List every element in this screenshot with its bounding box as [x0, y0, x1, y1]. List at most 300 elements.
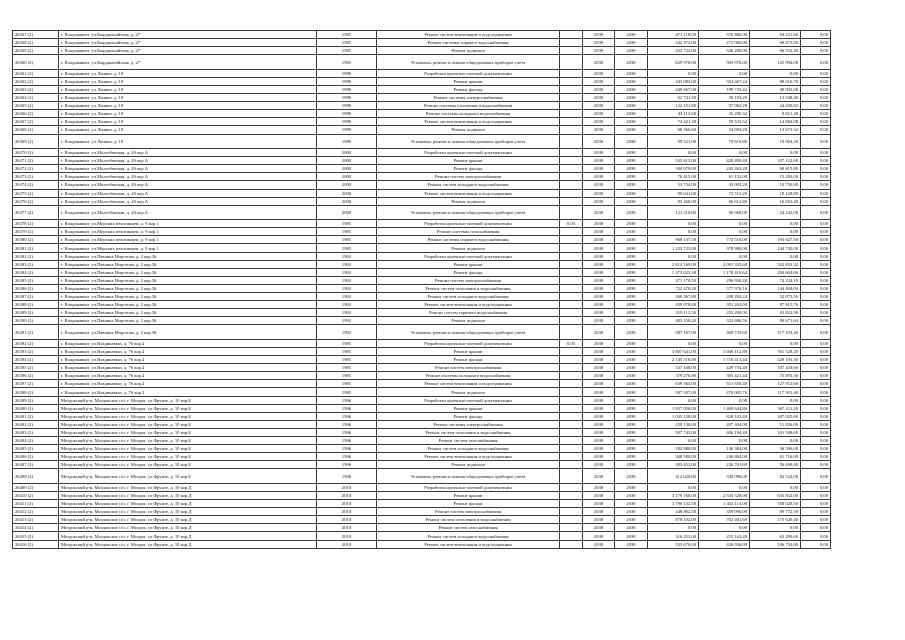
work-type-cell: Установка, ремонт и замена общедомовых приборов учета: [377, 205, 560, 220]
total-cost-cell: 371 170,50: [648, 276, 699, 284]
work-type-cell: Разработка проектно-сметной документации: [377, 252, 560, 260]
table-row: [13, 252, 831, 260]
address-cell: г. Владикавказ, ул.Морских пехотинцев, д. 9 кор.1: [59, 244, 317, 252]
address-cell: Моздокский р-н, Моздокское с/п, г. Моздок, ул.Фрунзе, д. 10 кор.Д: [59, 508, 317, 516]
row-id-cell: 26359 (2): [13, 47, 59, 55]
end-year-cell: 2038: [615, 412, 648, 420]
year-cell: 1985: [317, 47, 377, 55]
table-row: [13, 284, 831, 292]
fund-cost-cell: 322 686,56: [699, 317, 750, 325]
fund-cost-cell: 428 490,40: [699, 157, 750, 165]
start-year-cell: 2038: [583, 540, 615, 548]
owner-cost-cell: 0,00: [750, 483, 801, 491]
other-cost-cell: 0,00: [801, 372, 831, 380]
address-cell: Моздокский р-н, Моздокское с/п, г. Моздок, ул.Фрунзе, д. 10 кор.Д: [59, 492, 317, 500]
address-cell: г. Владикавказ, ул.Владикавказ, д. 76 кор.2: [59, 356, 317, 364]
start-year-cell: 2038: [583, 197, 615, 205]
start-year-cell: 2038: [583, 134, 615, 149]
row-id-cell: 26372 (2): [13, 165, 59, 173]
work-type-cell: Ремонт систем отопления и водоснабжения: [377, 428, 560, 436]
other-cost-cell: 0,00: [801, 149, 831, 157]
extra-cell: 0,05: [560, 339, 583, 347]
end-year-cell: 2038: [615, 293, 648, 301]
table-row: [13, 372, 831, 380]
row-id-cell: 26415 (2): [13, 532, 59, 540]
total-cost-cell: 537 168,00: [648, 364, 699, 372]
start-year-cell: 2038: [583, 301, 615, 309]
address-cell: г. Владикавказ, ул.Павлика Морозова, д. 2 кор.36: [59, 325, 317, 340]
address-cell: г. Владикавказ, ул.Павлика Морозова, д. 2 кор.36: [59, 317, 317, 325]
end-year-cell: 2038: [615, 181, 648, 189]
total-cost-cell: 0,00: [648, 483, 699, 491]
address-cell: г. Владикавказ, ул.Владикавказ, д. 76 кор.2: [59, 364, 317, 372]
end-year-cell: 2038: [615, 236, 648, 244]
end-year-cell: 2038: [615, 197, 648, 205]
work-type-cell: Ремонт системы электроснабжения: [377, 420, 560, 428]
address-cell: г. Владикавказ, ул.Ленина, д. 18: [59, 77, 317, 85]
start-year-cell: 2038: [583, 189, 615, 197]
other-cost-cell: 0,00: [801, 94, 831, 102]
work-type-cell: Ремонт системы горячего водоснабжения: [377, 236, 560, 244]
owner-cost-cell: 24 242,00: [750, 205, 801, 220]
owner-cost-cell: 24 430,82: [750, 102, 801, 110]
table-row: [13, 165, 831, 173]
table-row: [13, 317, 831, 325]
address-cell: г. Владикавказ, ул.Павлика Морозова, д. 2 кор.36: [59, 293, 317, 301]
total-cost-cell: 379 276,80: [648, 372, 699, 380]
year-cell: 1992: [317, 301, 377, 309]
extra-cell: [560, 181, 583, 189]
work-type-cell: Ремонт подвалов: [377, 47, 560, 55]
owner-cost-cell: 75 855,36: [750, 372, 801, 380]
work-type-cell: Разработка проектно-сметной документации: [377, 69, 560, 77]
work-type-cell: Ремонт систем электроснабжения: [377, 364, 560, 372]
total-cost-cell: 304 079,00: [648, 165, 699, 173]
work-type-cell: Ремонт систем электроснабжения: [377, 276, 560, 284]
total-cost-cell: 68 366,60: [648, 126, 699, 134]
row-id-cell: 26402 (2): [13, 420, 59, 428]
fund-cost-cell: 376 886,00: [699, 31, 750, 39]
year-cell: 1996: [317, 445, 377, 453]
address-cell: г. Владикавказ, ул.Владикавказ, д. 76 кор.2: [59, 339, 317, 347]
year-cell: 2010: [317, 483, 377, 491]
other-cost-cell: 0,00: [801, 31, 831, 39]
fund-cost-cell: 429 734,40: [699, 364, 750, 372]
other-cost-cell: 0,00: [801, 205, 831, 220]
address-cell: г. Владикавказ, ул.Малгобекская, д. 26 кор.А: [59, 165, 317, 173]
owner-cost-cell: 127 912,60: [750, 380, 801, 388]
start-year-cell: 2038: [583, 220, 615, 228]
end-year-cell: 2038: [615, 31, 648, 39]
start-year-cell: 2038: [583, 77, 615, 85]
other-cost-cell: 0,00: [801, 453, 831, 461]
other-cost-cell: 0,00: [801, 181, 831, 189]
other-cost-cell: 0,00: [801, 540, 831, 548]
fund-cost-cell: 0,00: [699, 149, 750, 157]
work-type-cell: Ремонт фасада: [377, 85, 560, 93]
owner-cost-cell: 60 815,80: [750, 165, 801, 173]
table-row: [13, 445, 831, 453]
extra-cell: [560, 516, 583, 524]
extra-cell: [560, 500, 583, 508]
table-row: [13, 94, 831, 102]
year-cell: 2000: [317, 173, 377, 181]
row-id-cell: 26382 (2): [13, 252, 59, 260]
extra-cell: [560, 492, 583, 500]
extra-cell: [560, 532, 583, 540]
owner-cost-cell: 94 221,60: [750, 31, 801, 39]
extra-cell: [560, 77, 583, 85]
work-type-cell: Ремонт систем холодного водоснабжения: [377, 532, 560, 540]
year-cell: 1996: [317, 404, 377, 412]
other-cost-cell: 0,00: [801, 165, 831, 173]
owner-cost-cell: 63 290,60: [750, 532, 801, 540]
fund-cost-cell: 1 469 644,80: [699, 404, 750, 412]
year-cell: 2010: [317, 524, 377, 532]
other-cost-cell: 0,00: [801, 420, 831, 428]
extra-cell: [560, 47, 583, 55]
row-id-cell: 26408 (2): [13, 469, 59, 484]
row-id-cell: 26384 (2): [13, 268, 59, 276]
year-cell: 1989: [317, 102, 377, 110]
year-cell: 1989: [317, 69, 377, 77]
table-row: [13, 102, 831, 110]
other-cost-cell: 0,00: [801, 220, 831, 228]
total-cost-cell: 259 130,00: [648, 420, 699, 428]
owner-cost-cell: 61 716,00: [750, 453, 801, 461]
start-year-cell: 2038: [583, 356, 615, 364]
extra-cell: [560, 293, 583, 301]
fund-cost-cell: 54 693,28: [699, 126, 750, 134]
other-cost-cell: 0,00: [801, 228, 831, 236]
start-year-cell: 2038: [583, 39, 615, 47]
fund-cost-cell: 303 421,44: [699, 372, 750, 380]
table-row: [13, 404, 831, 412]
table-row: [13, 453, 831, 461]
year-cell: 1989: [317, 126, 377, 134]
row-id-cell: 26362 (2): [13, 77, 59, 85]
start-year-cell: 2038: [583, 94, 615, 102]
year-cell: 2010: [317, 500, 377, 508]
fund-cost-cell: 470 005,76: [699, 388, 750, 396]
address-cell: Моздокский р-н, Моздокское с/п, г. Моздок, ул.Фрунзе, д. 10 кор.Д: [59, 524, 317, 532]
table-row: [13, 339, 831, 347]
work-type-cell: Ремонт систем газоснабжения: [377, 524, 560, 532]
row-id-cell: 26405 (2): [13, 445, 59, 453]
total-cost-cell: 74 421,30: [648, 118, 699, 126]
work-type-cell: Ремонт подвалов: [377, 197, 560, 205]
total-cost-cell: 342 372,00: [648, 39, 699, 47]
row-id-cell: 26416 (2): [13, 540, 59, 548]
start-year-cell: 2038: [583, 339, 615, 347]
fund-cost-cell: 702 481,60: [699, 516, 750, 524]
address-cell: г. Владикавказ, ул.Павлика Морозова, д. 2 кор.36: [59, 301, 317, 309]
fund-cost-cell: 72 515,20: [699, 189, 750, 197]
year-cell: 1989: [317, 118, 377, 126]
end-year-cell: 2038: [615, 55, 648, 70]
row-id-cell: 26388 (2): [13, 301, 59, 309]
other-cost-cell: 0,00: [801, 102, 831, 110]
end-year-cell: 2038: [615, 483, 648, 491]
table-row: [13, 69, 831, 77]
other-cost-cell: 0,00: [801, 437, 831, 445]
row-id-cell: 26371 (2): [13, 157, 59, 165]
fund-cost-cell: 66 612,80: [699, 197, 750, 205]
end-year-cell: 2038: [615, 77, 648, 85]
table-row: [13, 244, 831, 252]
end-year-cell: 2038: [615, 173, 648, 181]
other-cost-cell: 0,00: [801, 412, 831, 420]
fund-cost-cell: 0,00: [699, 396, 750, 404]
year-cell: 1985: [317, 372, 377, 380]
table-row: [13, 420, 831, 428]
start-year-cell: 2038: [583, 31, 615, 39]
row-id-cell: 26409 (2): [13, 483, 59, 491]
year-cell: 1985: [317, 364, 377, 372]
owner-cost-cell: 125 994,00: [750, 55, 801, 70]
start-year-cell: 2038: [583, 252, 615, 260]
address-cell: Моздокский р-н, Моздокское с/п, г. Моздок, ул.Фрунзе, д. 10 кор.Д: [59, 483, 317, 491]
start-year-cell: 2038: [583, 85, 615, 93]
table-row: [13, 236, 831, 244]
start-year-cell: 2038: [583, 317, 615, 325]
row-id-cell: 26358 (2): [13, 39, 59, 47]
owner-cost-cell: 0,00: [750, 396, 801, 404]
owner-cost-cell: 82 524,00: [750, 469, 801, 484]
year-cell: 2010: [317, 532, 377, 540]
other-cost-cell: 0,00: [801, 339, 831, 347]
total-cost-cell: 507 743,00: [648, 428, 699, 436]
start-year-cell: 2038: [583, 445, 615, 453]
total-cost-cell: 0,00: [648, 339, 699, 347]
start-year-cell: 2038: [583, 516, 615, 524]
fund-cost-cell: 61 132,00: [699, 173, 750, 181]
year-cell: 2000: [317, 205, 377, 220]
extra-cell: [560, 508, 583, 516]
table-row: [13, 437, 831, 445]
owner-cost-cell: 10 750,80: [750, 181, 801, 189]
work-type-cell: Ремонт фасада: [377, 165, 560, 173]
fund-cost-cell: 406 194,40: [699, 428, 750, 436]
row-id-cell: 26378 (2): [13, 220, 59, 228]
other-cost-cell: 0,00: [801, 428, 831, 436]
table-row: [13, 110, 831, 118]
owner-cost-cell: 107 122,60: [750, 157, 801, 165]
end-year-cell: 2038: [615, 260, 648, 268]
owner-cost-cell: 429 103,36: [750, 356, 801, 364]
owner-cost-cell: 0,00: [750, 228, 801, 236]
year-cell: 1985: [317, 55, 377, 70]
end-year-cell: 2038: [615, 268, 648, 276]
table-row: [13, 461, 831, 469]
other-cost-cell: 0,00: [801, 85, 831, 93]
address-cell: Моздокский р-н, Моздокское с/п, г. Моздок, ул.Фрунзе, д. 10 кор.Б: [59, 396, 317, 404]
other-cost-cell: 0,00: [801, 118, 831, 126]
other-cost-cell: 0,00: [801, 236, 831, 244]
start-year-cell: 2038: [583, 532, 615, 540]
owner-cost-cell: 107 433,60: [750, 364, 801, 372]
start-year-cell: 2038: [583, 165, 615, 173]
total-cost-cell: 3 179 160,00: [648, 492, 699, 500]
row-id-cell: 26398 (2): [13, 388, 59, 396]
year-cell: 1992: [317, 268, 377, 276]
table-row: [13, 348, 831, 356]
work-type-cell: Установка, ремонт и замена общедомовых приборов учета: [377, 325, 560, 340]
end-year-cell: 2038: [615, 157, 648, 165]
row-id-cell: 26404 (2): [13, 437, 59, 445]
total-cost-cell: 53 734,00: [648, 181, 699, 189]
row-id-cell: 26411 (2): [13, 500, 59, 508]
work-type-cell: Ремонт фасада: [377, 356, 560, 364]
owner-cost-cell: 56 690,40: [750, 461, 801, 469]
other-cost-cell: 0,00: [801, 110, 831, 118]
start-year-cell: 2038: [583, 325, 615, 340]
fund-cost-cell: 978 980,00: [699, 244, 750, 252]
year-cell: 1992: [317, 252, 377, 260]
row-id-cell: 26366 (2): [13, 110, 59, 118]
total-cost-cell: 448 862,50: [648, 508, 699, 516]
fund-cost-cell: 359 090,00: [699, 508, 750, 516]
fund-cost-cell: 351 263,04: [699, 301, 750, 309]
extra-cell: [560, 540, 583, 548]
address-cell: г. Владикавказ, ул.Владикавказ, д. 76 кор.2: [59, 348, 317, 356]
fund-cost-cell: 2 091 335,68: [699, 260, 750, 268]
owner-cost-cell: 8 821,28: [750, 110, 801, 118]
extra-cell: [560, 469, 583, 484]
start-year-cell: 2038: [583, 396, 615, 404]
fund-cost-cell: 199 733,42: [699, 85, 750, 93]
owner-cost-cell: 117 501,40: [750, 388, 801, 396]
end-year-cell: 2038: [615, 189, 648, 197]
table-row: [13, 173, 831, 181]
start-year-cell: 2038: [583, 420, 615, 428]
owner-cost-cell: 52 073,56: [750, 293, 801, 301]
year-cell: 1992: [317, 293, 377, 301]
total-cost-cell: 308 580,00: [648, 453, 699, 461]
year-cell: 2000: [317, 157, 377, 165]
total-cost-cell: 182 980,00: [648, 445, 699, 453]
start-year-cell: 2038: [583, 412, 615, 420]
end-year-cell: 2038: [615, 516, 648, 524]
extra-cell: [560, 252, 583, 260]
table-row: [13, 228, 831, 236]
row-id-cell: 26395 (2): [13, 364, 59, 372]
work-type-cell: Ремонт подвалов: [377, 388, 560, 396]
work-type-cell: Ремонт систем вентиляции и подсоединения: [377, 301, 560, 309]
start-year-cell: 2038: [583, 293, 615, 301]
table-row: [13, 356, 831, 364]
other-cost-cell: 0,00: [801, 364, 831, 372]
work-type-cell: Ремонт систем отопления и водоснабжения: [377, 284, 560, 292]
fund-cost-cell: 469 733,60: [699, 325, 750, 340]
end-year-cell: 2038: [615, 532, 648, 540]
extra-cell: [560, 396, 583, 404]
table-row: [13, 492, 831, 500]
row-id-cell: 26381 (2): [13, 244, 59, 252]
owner-cost-cell: 36 596,00: [750, 445, 801, 453]
start-year-cell: 2038: [583, 380, 615, 388]
row-id-cell: 26374 (2): [13, 181, 59, 189]
address-cell: г. Владикавказ, ул.Ленина, д. 18: [59, 85, 317, 93]
end-year-cell: 2038: [615, 453, 648, 461]
row-id-cell: 26376 (2): [13, 197, 59, 205]
year-cell: 1992: [317, 260, 377, 268]
table-row: [13, 149, 831, 157]
table-row: [13, 31, 831, 39]
total-cost-cell: 639 563,00: [648, 380, 699, 388]
table-row: [13, 126, 831, 134]
extra-cell: [560, 94, 583, 102]
fund-cost-cell: 503 976,00: [699, 55, 750, 70]
owner-cost-cell: 12 548,30: [750, 94, 801, 102]
start-year-cell: 2038: [583, 47, 615, 55]
table-row: [13, 77, 831, 85]
end-year-cell: 2038: [615, 372, 648, 380]
start-year-cell: 2038: [583, 157, 615, 165]
total-cost-cell: 76 415,00: [648, 173, 699, 181]
table-row: [13, 396, 831, 404]
owner-cost-cell: 0,00: [750, 220, 801, 228]
total-cost-cell: 2 614 169,00: [648, 260, 699, 268]
total-cost-cell: 0,00: [648, 437, 699, 445]
table-row: [13, 532, 831, 540]
extra-cell: [560, 276, 583, 284]
row-id-cell: 26393 (2): [13, 348, 59, 356]
end-year-cell: 2038: [615, 445, 648, 453]
fund-cost-cell: 208 294,24: [699, 293, 750, 301]
other-cost-cell: 0,00: [801, 197, 831, 205]
end-year-cell: 2038: [615, 149, 648, 157]
other-cost-cell: 0,00: [801, 244, 831, 252]
start-year-cell: 2038: [583, 364, 615, 372]
fund-cost-cell: 330 096,00: [699, 469, 750, 484]
work-type-cell: Ремонт систем вентиляции и подсоединения: [377, 380, 560, 388]
extra-cell: [560, 437, 583, 445]
row-id-cell: 26363 (2): [13, 85, 59, 93]
other-cost-cell: 0,00: [801, 293, 831, 301]
fund-cost-cell: 243 263,20: [699, 165, 750, 173]
work-type-cell: Ремонт систем холодного водоснабжения: [377, 445, 560, 453]
other-cost-cell: 0,00: [801, 268, 831, 276]
start-year-cell: 2038: [583, 276, 615, 284]
table-row: [13, 39, 831, 47]
other-cost-cell: 0,00: [801, 404, 831, 412]
work-type-cell: Ремонт систем газоснабжения: [377, 437, 560, 445]
address-cell: г. Владикавказ, ул.Владикавказ, д. 76 кор.2: [59, 388, 317, 396]
row-id-cell: 26375 (2): [13, 189, 59, 197]
extra-cell: [560, 309, 583, 317]
extra-cell: [560, 483, 583, 491]
start-year-cell: 2038: [583, 55, 615, 70]
year-cell: 1996: [317, 420, 377, 428]
extra-cell: [560, 364, 583, 372]
other-cost-cell: 0,00: [801, 325, 831, 340]
extra-cell: [560, 348, 583, 356]
address-cell: г. Владикавказ, ул.Малгобекская, д. 26 кор.А: [59, 181, 317, 189]
row-id-cell: 26360 (2): [13, 55, 59, 70]
start-year-cell: 2038: [583, 69, 615, 77]
end-year-cell: 2038: [615, 126, 648, 134]
start-year-cell: 2038: [583, 461, 615, 469]
other-cost-cell: 0,00: [801, 500, 831, 508]
total-cost-cell: 968 137,50: [648, 236, 699, 244]
row-id-cell: 26361 (2): [13, 69, 59, 77]
owner-cost-cell: 13 673,32: [750, 126, 801, 134]
work-type-cell: Ремонт систем вентиляции и подсоединения: [377, 31, 560, 39]
other-cost-cell: 0,00: [801, 356, 831, 364]
address-cell: г. Владикавказ, ул.Владикавказ, д. 76 кор.2: [59, 372, 317, 380]
total-cost-cell: 403 358,20: [648, 317, 699, 325]
